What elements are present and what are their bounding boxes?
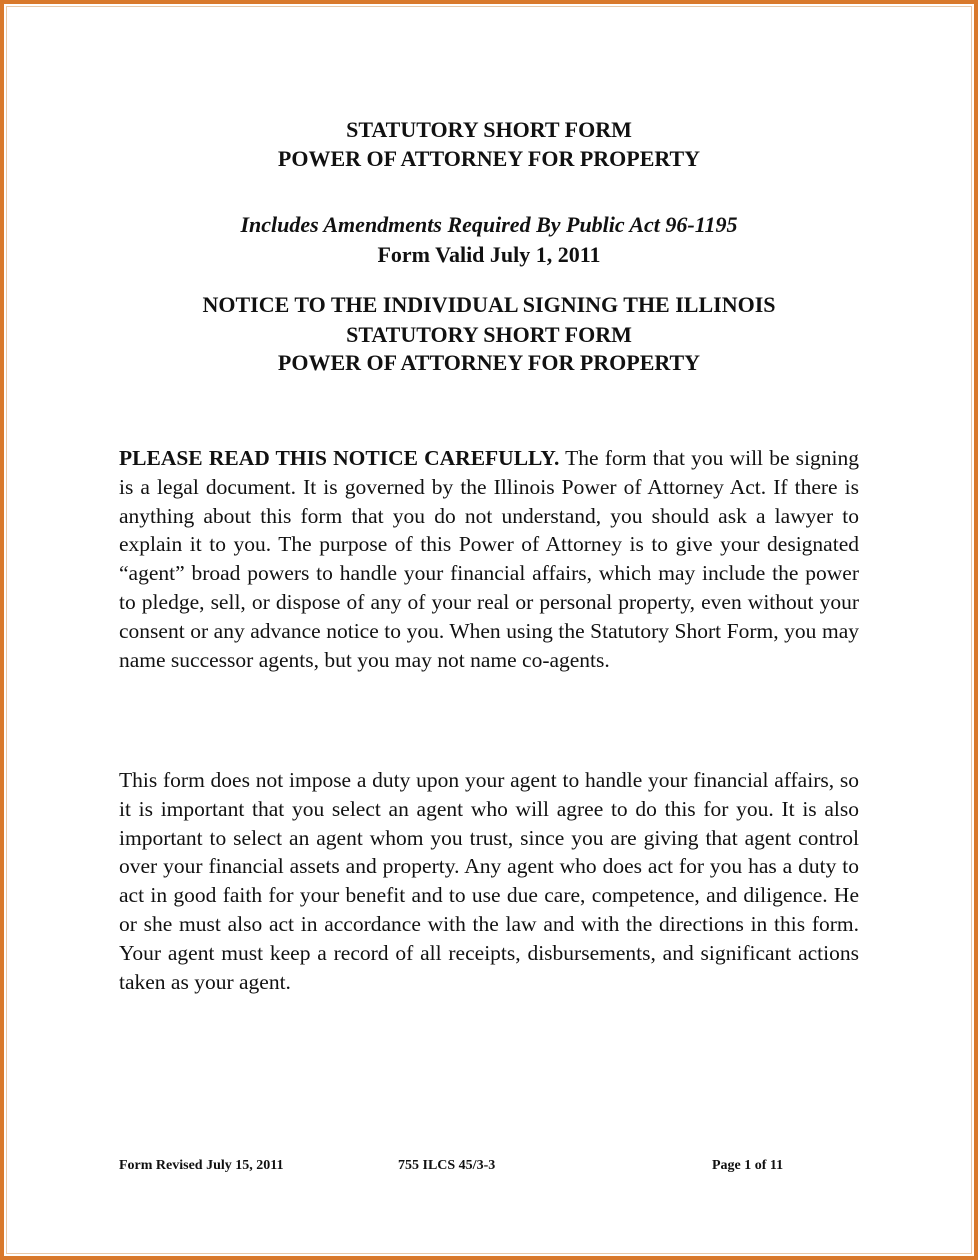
footer-page-number: Page 1 of 11 — [712, 1158, 784, 1173]
paragraph-2-text: This form does not impose a duty upon your agent to handle your financial affairs, so it is important that you select an agent who will agree to do this for you. It is also important to select an agent whom you trust, since you are giving that agent control over your financial assets and property. Any agent who does act for you has a duty to act in good faith for your benefit and to use due care, competence, and diligence. He or she must also act in accordance with the law and with the directions in this form. Your agent must keep a record of all receipts, disbursements, and significant actions taken as your agent. — [119, 768, 859, 994]
footer-revised-date: Form Revised July 15, 2011 — [119, 1158, 284, 1173]
notice-paragraph-2 — [119, 766, 859, 996]
notice-heading-line3: POWER OF ATTORNEY FOR PROPERTY — [277, 350, 701, 375]
form-title-line1: STATUTORY SHORT FORM — [346, 117, 632, 142]
form-valid-date: Form Valid July 1, 2011 — [377, 242, 601, 267]
footer-statute: 755 ILCS 45/3-3 — [398, 1158, 496, 1173]
notice-heading-line1: NOTICE TO THE INDIVIDUAL SIGNING THE ILLINOIS — [202, 292, 776, 317]
form-title-line2: POWER OF ATTORNEY FOR PROPERTY — [277, 146, 701, 171]
notice-paragraph-1 — [119, 444, 859, 674]
notice-heading-line2: STATUTORY SHORT FORM — [346, 322, 632, 347]
paragraph-1-text: The form that you will be signing is a legal document. It is governed by the Illinois Power of Attorney Act. If there is anything about this form that you do not understand, you should ask a lawyer to explain it to you. The purpose of this Power of Attorney is to give your designated “agent” broad powers to handle your financial affairs, which may include the power to pledge, sell, or dispose of any of your real or personal property, even without your consent or any advance notice to you. When using the Statutory Short Form, you may name successor agents, but you may not name co-agents. — [119, 446, 859, 672]
amendments-note: Includes Amendments Required By Public Act 96-1195 — [240, 212, 738, 237]
read-carefully-lead: PLEASE READ THIS NOTICE CAREFULLY. — [119, 446, 560, 470]
